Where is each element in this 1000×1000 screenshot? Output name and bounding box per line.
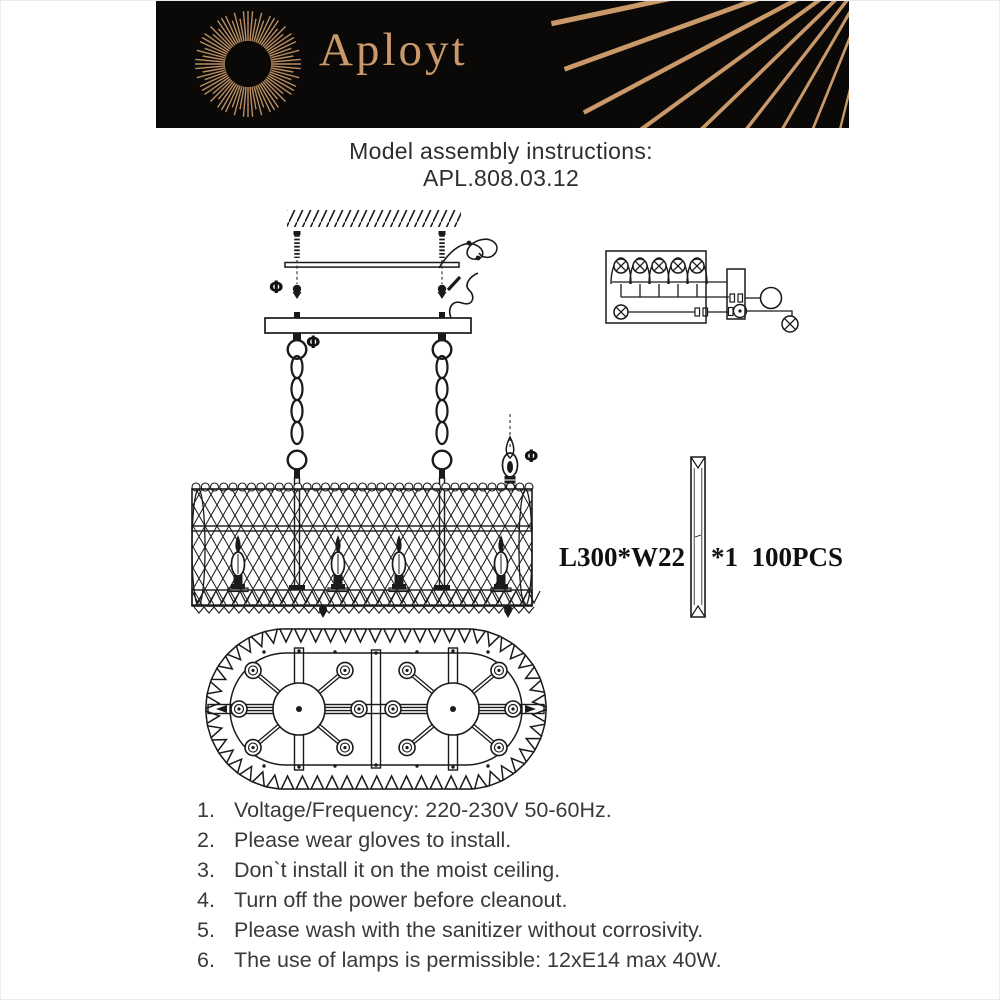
instruction-item <box>197 915 897 945</box>
ceiling-hatch <box>287 210 461 227</box>
instruction-number: 3. <box>197 858 215 882</box>
screw-left <box>293 231 302 299</box>
crystal-quantity-label: *1 100PCS <box>711 542 844 572</box>
canopy-plate <box>265 318 471 333</box>
lamp-hubs <box>231 662 521 755</box>
instruction-text: Voltage/Frequency: 220-230V 50-60Hz. <box>234 798 612 822</box>
instruction-number: 1. <box>197 798 215 822</box>
instruction-item <box>197 855 897 885</box>
instruction-number: 5. <box>197 918 215 942</box>
rotation-symbol: Φ <box>306 333 321 353</box>
instruction-text: Please wear gloves to install. <box>234 828 512 852</box>
brand-wordmark: Aployt <box>319 24 468 76</box>
instruction-item <box>197 945 897 975</box>
lamp-symbols <box>611 258 798 332</box>
lower-ring <box>288 451 307 470</box>
instructions-list <box>197 795 897 975</box>
instruction-number: 6. <box>197 948 215 972</box>
rotation-symbol: Φ <box>269 278 284 298</box>
crystal-piece-diagram <box>691 457 705 617</box>
instruction-item <box>197 795 897 825</box>
page-title: Model assembly instructions: <box>349 138 653 164</box>
crystal-drum <box>192 483 540 618</box>
crystal-size-label: L300*W22 <box>558 542 685 572</box>
junction-point <box>761 288 782 309</box>
instruction-text: Don`t install it on the moist ceiling. <box>234 858 561 882</box>
instruction-number: 2. <box>197 828 215 852</box>
chandelier-side-view <box>192 333 540 618</box>
mounting-bar <box>285 263 459 268</box>
instruction-item <box>197 825 897 855</box>
instruction-text: The use of lamps is permissible: 12xE14 max 40W. <box>234 948 722 972</box>
candle-bulb-detail <box>503 414 539 489</box>
canopy-nub-left <box>294 312 300 318</box>
ceiling-mount-diagram <box>265 210 497 353</box>
screw-right <box>438 231 447 299</box>
instruction-number: 4. <box>197 888 215 912</box>
instruction-text: Turn off the power before cleanout. <box>234 888 568 912</box>
frame-bar <box>372 650 381 768</box>
canopy-nub-right <box>439 312 445 318</box>
chandelier-bottom-view <box>206 629 546 789</box>
rotation-symbol: Φ <box>524 447 539 467</box>
wiring-diagram <box>606 251 798 332</box>
instruction-text: Please wash with the sanitizer without corrosivity. <box>234 918 704 942</box>
suspension-chains <box>292 356 448 444</box>
model-code: APL.808.03.12 <box>422 165 580 191</box>
supply-wire <box>439 239 497 318</box>
instruction-item <box>197 885 897 915</box>
lower-ring <box>433 451 452 470</box>
